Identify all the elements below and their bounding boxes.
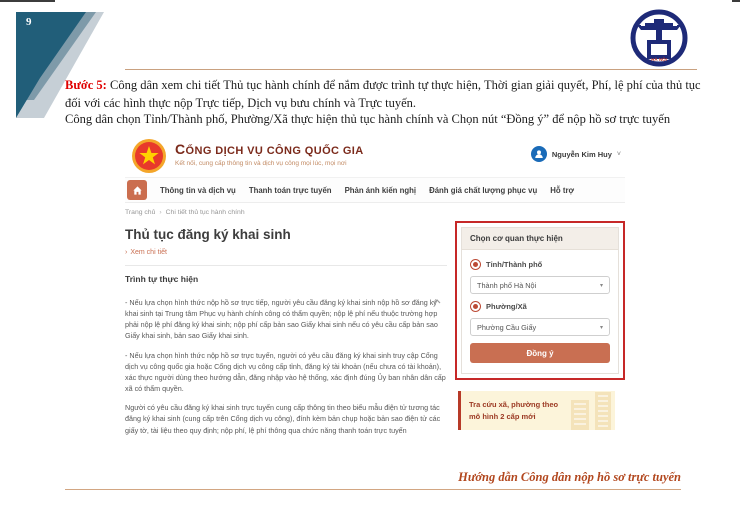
portal-navbar (125, 177, 625, 203)
chevron-up-icon[interactable] (433, 291, 441, 309)
agency-panel (461, 227, 619, 374)
user-menu[interactable] (531, 146, 621, 162)
home-icon (132, 185, 143, 196)
portal-body (125, 221, 625, 444)
nav-item-phan-anh[interactable]: Phản ánh kiến nghị (344, 185, 417, 195)
user-name: Nguyễn Kim Huy (551, 149, 612, 159)
breadcrumb (125, 203, 625, 221)
portal-header (125, 135, 625, 177)
breadcrumb-home[interactable]: Trang chủ (125, 208, 156, 216)
caret-down-icon: ▾ (599, 324, 603, 331)
page-number: 9 (26, 16, 32, 28)
nav-item-danh-gia[interactable]: Đánh giá chất lượng phục vụ (429, 185, 538, 195)
agency-sidebar (455, 221, 625, 444)
ward-radio-label: Phường/Xã (486, 302, 527, 311)
content-divider (125, 265, 447, 266)
paragraph-online-form: Người có yêu cầu đăng ký khai sinh trực tuyến cung cấp thông tin theo biểu mẫu điện tử tương tác đăng ký khai sinh (cung cấp trên Cổng dịch vụ công), đính kèm bản chụp hoặc bản sao điện tử các giấy tờ, tài liệu theo quy định; nộp phí, lệ phí thông qua chức năng thanh toán trực tuyến (125, 403, 441, 435)
caret-down-icon: ▾ (599, 282, 603, 289)
province-select-value: Thành phố Hà Nội (477, 280, 537, 290)
procedure-content (125, 221, 447, 444)
radio-selected-icon[interactable] (470, 259, 481, 270)
ward-select[interactable] (470, 318, 610, 336)
step-instruction-2: Công dân chọn Tỉnh/Thành phố, Phường/Xã thực hiện thủ tục hành chính và Chọn nút “Đồng ý” để nộp hồ sơ trực tuyến (65, 112, 671, 126)
breadcrumb-separator-icon: › (159, 208, 162, 216)
chevron-down-icon: ˅ (616, 150, 621, 158)
step-instruction (65, 77, 702, 113)
agency-panel-title: Chọn cơ quan thực hiện (462, 228, 618, 250)
section-title: Trình tự thực hiện (125, 274, 199, 284)
step-text: Công dân xem chi tiết Thủ tục hành chính để nắm được trình tự thực hiện, Thời gian giải quyết, Phí, lệ phí của thủ tục đối với các hình thực nộp Trực tiếp, Dịch vụ bưu chính và Trực tuyến. (65, 78, 701, 110)
link-arrow-icon: › (125, 249, 128, 256)
building-icon (595, 392, 611, 430)
ward-lookup-banner[interactable] (458, 391, 615, 430)
nav-item-thanh-toan[interactable]: Thanh toán trực tuyến (248, 185, 332, 195)
step-label: Bước 5: (65, 78, 107, 92)
footer-divider-line (65, 489, 681, 490)
portal-title: CỔNG DỊCH VỤ CÔNG QUỐC GIA (175, 141, 364, 157)
vietnam-emblem-icon (131, 138, 167, 174)
agency-panel-body (462, 250, 618, 373)
top-divider-line (125, 69, 697, 70)
agree-button[interactable]: Đồng ý (470, 343, 610, 363)
annotation-highlight-box (455, 221, 625, 380)
portal-subtitle: Kết nối, cung cấp thông tin và dịch vụ công mọi lúc, mọi nơi (175, 160, 347, 167)
ward-select-value: Phường Cầu Giấy (477, 322, 537, 332)
nav-item-thong-tin[interactable]: Thông tin và dịch vụ (160, 185, 236, 195)
user-avatar-icon (531, 146, 547, 162)
footer-caption: Hướng dẫn Công dân nộp hồ sơ trực tuyến (458, 470, 681, 484)
province-radio-row[interactable] (470, 259, 610, 270)
view-detail-label: Xem chi tiết (130, 249, 167, 256)
paragraph-online-submission: - Nếu lựa chọn hình thức nộp hồ sơ trực tuyến, người có yêu cầu đăng ký khai sinh truy cập Cổng dịch vụ công quốc gia hoặc Cổng dịch vụ công cấp tỉnh, đăng ký tài khoản (nếu chưa có tài khoản), xác thực người dùng theo hướng dẫn, đăng nhập vào hệ thống, xác định đúng Ủy ban nhân dân cấp xã có thẩm quyền. (125, 350, 446, 394)
province-select[interactable] (470, 276, 610, 294)
portal-brand (175, 141, 364, 167)
nav-item-ho-tro[interactable]: Hỗ trợ (550, 185, 575, 195)
breadcrumb-current: Chi tiết thủ tục hành chính (165, 208, 245, 216)
procedure-title: Thủ tục đăng ký khai sinh (125, 227, 291, 242)
radio-selected-icon[interactable] (470, 301, 481, 312)
paragraph-direct-submission: - Nếu lựa chọn hình thức nộp hồ sơ trực tiếp, người yêu cầu đăng ký khai sinh nộp hồ sơ đăng ký khai sinh tại Trung tâm Phục vụ hành chính công có thẩm quyền; nộp lệ phí nếu thuộc trường hợp phải nộp lệ phí đăng ký khai sinh; nộp phí cấp bản sao Giấy khai sinh nếu có yêu cầu cấp bản sao Giấy khai sinh, bản sao Giấy khai sinh. (125, 298, 438, 341)
building-icon (571, 400, 589, 430)
view-detail-link[interactable] (125, 249, 447, 256)
procedure-paragraphs (125, 297, 447, 436)
ward-radio-row[interactable] (470, 301, 610, 312)
svg-text:HÀ NỘI: HÀ NỘI (651, 57, 667, 62)
province-radio-label: Tỉnh/Thành phố (486, 260, 543, 269)
ward-lookup-text: Tra cứu xã, phường theo mô hình 2 cấp mới (469, 400, 559, 421)
hanoi-emblem-icon (627, 6, 691, 70)
portal-screenshot (125, 135, 625, 465)
top-edge-artifact-right (732, 0, 740, 2)
home-button[interactable] (127, 180, 147, 200)
